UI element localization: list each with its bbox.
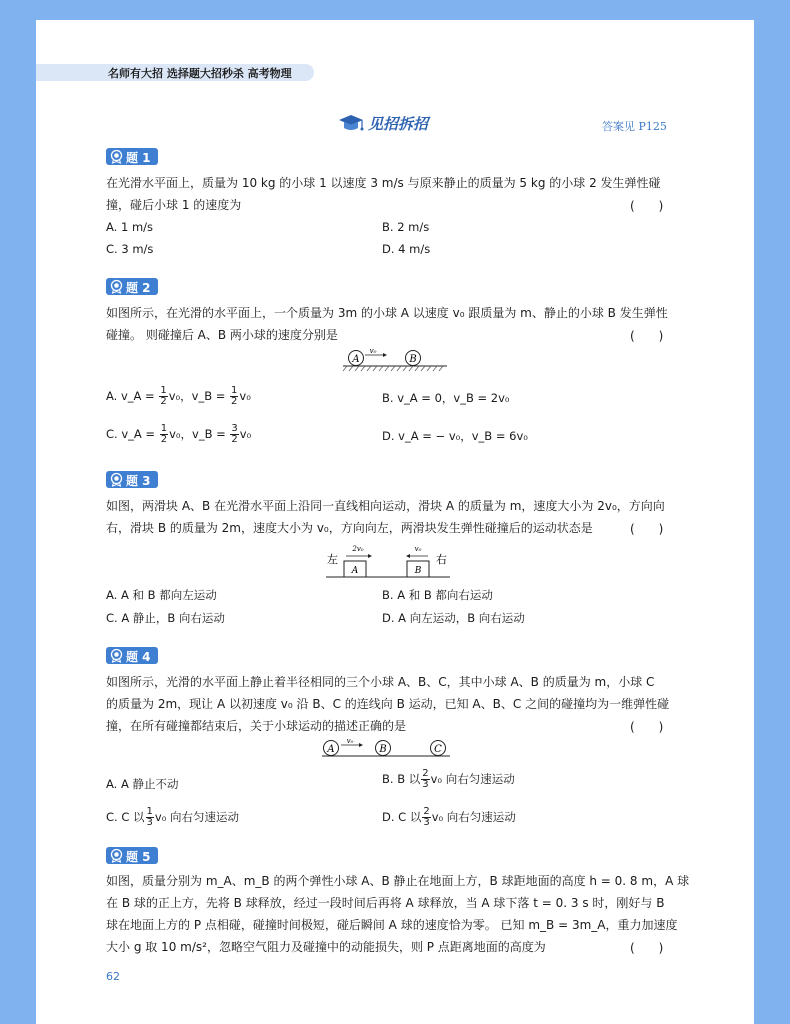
answer-blank: ( ) bbox=[630, 720, 664, 734]
question-text-line: 球在地面上方的 P 点相碰，碰撞时间极短，碰后瞬间 A 球的速度恰为零。 已知 m_B = 3m_A，重力加速度 bbox=[106, 918, 678, 932]
medal-icon bbox=[109, 648, 124, 663]
question-badge-3 bbox=[106, 471, 158, 488]
option-c: C. A 静止，B 向右运动 bbox=[106, 611, 225, 625]
velocity-label: v₀ bbox=[369, 348, 377, 355]
question-text-line: 撞，在所有碰撞都结束后，关于小球运动的描述正确的是 bbox=[106, 719, 407, 733]
figure-three-balls bbox=[320, 738, 452, 760]
left-label: 左 bbox=[327, 553, 338, 566]
ball-a-label: A bbox=[352, 354, 360, 365]
fraction: $\frac{3}{2}$ bbox=[231, 423, 238, 445]
ball-c-label: C bbox=[434, 744, 442, 755]
option-b: B. B 以 $\frac{2}{3}$ v₀ 向右匀速运动 bbox=[382, 768, 515, 790]
question-badge-4 bbox=[106, 647, 158, 664]
option-b: B. 2 m/s bbox=[382, 220, 430, 234]
question-badge-label: 题 2 bbox=[126, 281, 151, 295]
answer-blank: ( ) bbox=[630, 522, 664, 536]
graduation-cap-icon bbox=[338, 112, 364, 134]
option-d: D. A 向左运动，B 向右运动 bbox=[382, 611, 525, 625]
answer-blank: ( ) bbox=[630, 199, 664, 213]
medal-icon bbox=[109, 848, 124, 863]
running-header bbox=[36, 64, 314, 81]
question-text-line: 如图，两滑块 A、B 在光滑水平面上沿同一直线相向运动，滑块 A 的质量为 m，速度大小为 2v₀，方向向 bbox=[106, 499, 665, 513]
figure-two-blocks bbox=[324, 540, 454, 580]
answer-reference: 答案见 P125 bbox=[602, 120, 667, 133]
question-text-line: 在光滑水平面上，质量为 10 kg 的小球 1 以速度 3 m/s 与原来静止的质量为 5 kg 的小球 2 发生弹性碰 bbox=[106, 176, 661, 190]
option-a: A. v_A = $\frac{1}{2}$ v₀，v_B = $\frac{1}{2}$ v₀ bbox=[106, 385, 251, 407]
ball-a-label: A bbox=[327, 744, 335, 755]
fraction: $\frac{1}{2}$ bbox=[160, 385, 167, 407]
fraction: $\frac{2}{3}$ bbox=[422, 768, 429, 790]
question-text-line: 右，滑块 B 的质量为 2m，速度大小为 v₀，方向向左，两滑块发生弹性碰撞后的运动状态是 bbox=[106, 521, 593, 535]
question-badge-5 bbox=[106, 847, 158, 864]
question-badge-label: 题 3 bbox=[126, 474, 151, 488]
option-a: A. A 静止不动 bbox=[106, 777, 179, 791]
option-a: A. 1 m/s bbox=[106, 220, 154, 234]
section-title-text: 见招拆招 bbox=[368, 115, 429, 133]
option-c: C. v_A = $\frac{1}{2}$ v₀，v_B = $\frac{3}{2}$ v₀ bbox=[106, 423, 252, 445]
question-text-line: 如图所示，在光滑的水平面上，一个质量为 3m 的小球 A 以速度 v₀ 跟质量为 m、静止的小球 B 发生弹性 bbox=[106, 306, 668, 320]
question-badge-label: 题 5 bbox=[126, 850, 151, 864]
question-text-line: 在 B 球的正上方，先将 B 球释放，经过一段时间后再将 A 球释放，当 A 球下落 t = 0. 3 s 时，刚好与 B bbox=[106, 896, 665, 910]
medal-icon bbox=[109, 149, 124, 164]
ball-b-label: B bbox=[409, 354, 417, 365]
question-text-line: 如图，质量分别为 m_A、m_B 的两个弹性小球 A、B 静止在地面上方，B 球距地面的高度 h = 0. 8 m，A 球 bbox=[106, 874, 690, 888]
option-d: D. v_A = − v₀，v_B = 6v₀ bbox=[382, 429, 528, 443]
question-badge-1 bbox=[106, 148, 158, 165]
block-b-label: B bbox=[414, 566, 422, 576]
answer-blank: ( ) bbox=[630, 941, 664, 955]
option-c: C. C 以 $\frac{1}{3}$ v₀ 向右匀速运动 bbox=[106, 806, 239, 828]
block-a-label: A bbox=[351, 566, 359, 576]
fraction: $\frac{1}{2}$ bbox=[160, 423, 168, 445]
question-badge-label: 题 1 bbox=[126, 151, 151, 165]
medal-icon bbox=[109, 279, 124, 294]
question-text-line: 撞，碰后小球 1 的速度为 bbox=[106, 198, 242, 212]
velocity-label: v₀ bbox=[346, 738, 354, 745]
right-label: 右 bbox=[436, 553, 447, 566]
option-a: A. A 和 B 都向左运动 bbox=[106, 588, 217, 602]
velocity-a-label: 2v₀ bbox=[352, 545, 364, 553]
velocity-b-label: v₀ bbox=[414, 545, 422, 553]
fraction: $\frac{2}{3}$ bbox=[423, 806, 430, 828]
figure-two-balls bbox=[341, 348, 451, 372]
option-c: C. 3 m/s bbox=[106, 242, 154, 256]
question-text-line: 大小 g 取 10 m/s²，忽略空气阻力及碰撞中的动能损失，则 P 点距离地面的高度为 bbox=[106, 940, 546, 954]
fraction: $\frac{1}{2}$ bbox=[231, 385, 238, 407]
option-d: D. C 以 $\frac{2}{3}$ v₀ 向右匀速运动 bbox=[382, 806, 516, 828]
question-text-line: 的质量为 2m，现让 A 以初速度 v₀ 沿 B、C 的连线向 B 运动，已知 A、B、C 之间的碰撞均为一维弹性碰 bbox=[106, 697, 670, 711]
question-badge-label: 题 4 bbox=[126, 650, 151, 664]
question-text-line: 碰撞。 则碰撞后 A、B 两小球的速度分别是 bbox=[106, 328, 338, 342]
answer-blank: ( ) bbox=[630, 329, 664, 343]
ball-b-label: B bbox=[379, 744, 387, 755]
medal-icon bbox=[109, 472, 124, 487]
option-b: B. A 和 B 都向右运动 bbox=[382, 588, 493, 602]
question-text-line: 如图所示，光滑的水平面上静止着半径相同的三个小球 A、B、C，其中小球 A、B 的质量为 m，小球 C bbox=[106, 675, 655, 689]
option-b: B. v_A = 0，v_B = 2v₀ bbox=[382, 391, 510, 405]
running-header-title: 名师有大招 选择题大招秒杀 高考物理 bbox=[108, 67, 292, 80]
fraction: $\frac{1}{3}$ bbox=[146, 806, 153, 828]
option-d: D. 4 m/s bbox=[382, 242, 431, 256]
document-page bbox=[36, 20, 754, 1024]
question-badge-2 bbox=[106, 278, 158, 295]
page-number: 62 bbox=[106, 970, 120, 983]
